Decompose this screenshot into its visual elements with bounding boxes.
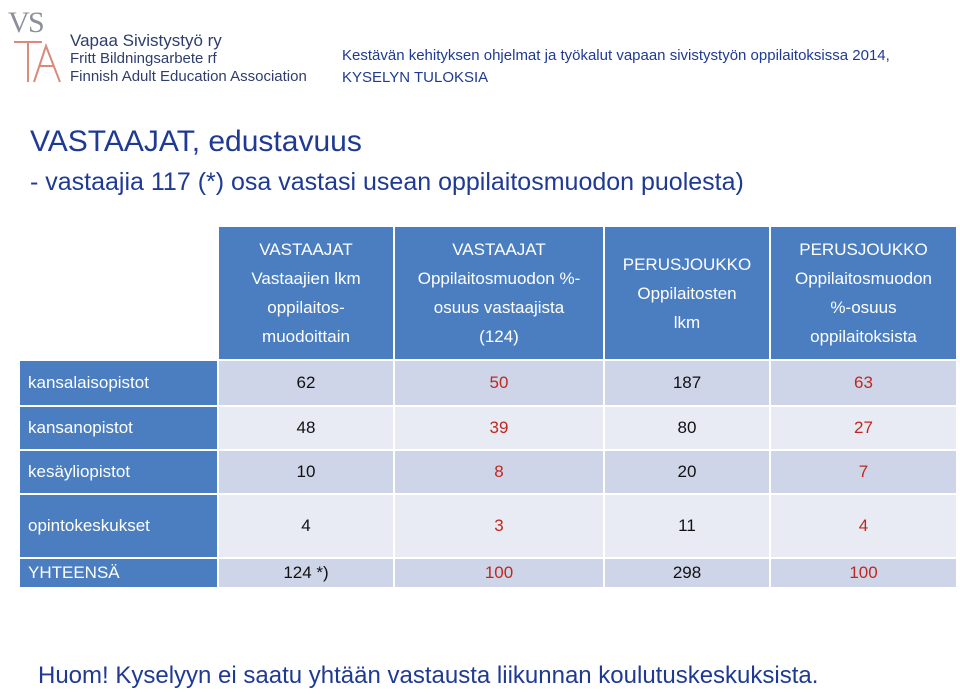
table-corner bbox=[19, 226, 218, 360]
table-cell: 39 bbox=[394, 406, 604, 450]
column-header-line: %-osuus bbox=[830, 298, 897, 317]
table-row bbox=[19, 406, 957, 450]
column-header-line: oppilaitoksista bbox=[810, 327, 917, 346]
table-cell: 4 bbox=[770, 494, 957, 558]
slide-subtitle: - vastaajia 117 (*) osa vastasi usean oppilaitosmuodon puolesta) bbox=[30, 168, 744, 196]
table-cell: 50 bbox=[394, 360, 604, 406]
table-cell: 20 bbox=[604, 450, 770, 494]
slide-heading bbox=[30, 122, 744, 198]
row-label: kansalaisopistot bbox=[19, 360, 218, 406]
footnote: Huom! Kyselyyn ei saatu yhtään vastausta liikunnan koulutuskeskuksista. bbox=[38, 662, 819, 689]
header-line-2: KYSELYN TULOKSIA bbox=[342, 69, 489, 86]
column-header-line: muodoittain bbox=[262, 327, 350, 346]
table-cell: 4 bbox=[218, 494, 394, 558]
table-cell: 100 bbox=[394, 558, 604, 588]
table-cell: 3 bbox=[394, 494, 604, 558]
document-header bbox=[342, 45, 890, 89]
table-cell: 48 bbox=[218, 406, 394, 450]
table-cell: 10 bbox=[218, 450, 394, 494]
row-label: opintokeskukset bbox=[19, 494, 218, 558]
column-header bbox=[770, 226, 957, 360]
slide-title: VASTAAJAT, edustavuus bbox=[30, 125, 362, 158]
table-cell: 80 bbox=[604, 406, 770, 450]
row-label: kesäyliopistot bbox=[19, 450, 218, 494]
column-header-line: (124) bbox=[479, 327, 519, 346]
vsta-logo-mark bbox=[4, 2, 74, 86]
column-header bbox=[218, 226, 394, 360]
column-header-line: Vastaajien lkm bbox=[251, 269, 361, 288]
org-name-fi: Vapaa Sivistystyö ry bbox=[70, 31, 222, 50]
table-cell: 62 bbox=[218, 360, 394, 406]
header-line-1: Kestävän kehityksen ohjelmat ja työkalut vapaan sivistystyön oppilaitoksissa 2014, bbox=[342, 47, 890, 64]
row-label: kansanopistot bbox=[19, 406, 218, 450]
table-cell: 187 bbox=[604, 360, 770, 406]
column-header-line: osuus vastaajista bbox=[433, 298, 565, 317]
table-row bbox=[19, 360, 957, 406]
column-header-line: PERUSJOUKKO bbox=[799, 240, 928, 259]
table-cell: 63 bbox=[770, 360, 957, 406]
column-header-line: VASTAAJAT bbox=[452, 240, 546, 259]
column-header-line: PERUSJOUKKO bbox=[622, 254, 752, 274]
column-header-line: oppilaitos- bbox=[267, 298, 345, 317]
row-label: YHTEENSÄ bbox=[19, 558, 218, 588]
table-header-row bbox=[19, 226, 957, 360]
column-header bbox=[394, 226, 604, 360]
column-header bbox=[604, 226, 770, 360]
table-cell: 27 bbox=[770, 406, 957, 450]
table-total-row bbox=[19, 558, 957, 588]
table-cell: 7 bbox=[770, 450, 957, 494]
table-cell: 124 *) bbox=[218, 558, 394, 588]
table-row bbox=[19, 450, 957, 494]
table-cell: 298 bbox=[604, 558, 770, 588]
column-header-line: Oppilaitosten bbox=[637, 283, 737, 303]
svg-text:S: S bbox=[28, 6, 45, 39]
svg-text:V: V bbox=[8, 6, 30, 39]
column-header-line: Oppilaitosmuodon bbox=[794, 269, 933, 288]
organization-logo bbox=[4, 2, 307, 86]
respondents-table bbox=[18, 225, 958, 589]
table-cell: 8 bbox=[394, 450, 604, 494]
org-name-en: Finnish Adult Education Association bbox=[70, 68, 307, 85]
table-row bbox=[19, 494, 957, 558]
column-header-line: Oppilaitosmuodon %- bbox=[417, 269, 581, 288]
table-cell: 11 bbox=[604, 494, 770, 558]
column-header-line: lkm bbox=[673, 312, 701, 332]
table-cell: 100 bbox=[770, 558, 957, 588]
column-header-line: VASTAAJAT bbox=[259, 240, 353, 259]
org-name-sv: Fritt Bildningsarbete rf bbox=[70, 50, 217, 67]
